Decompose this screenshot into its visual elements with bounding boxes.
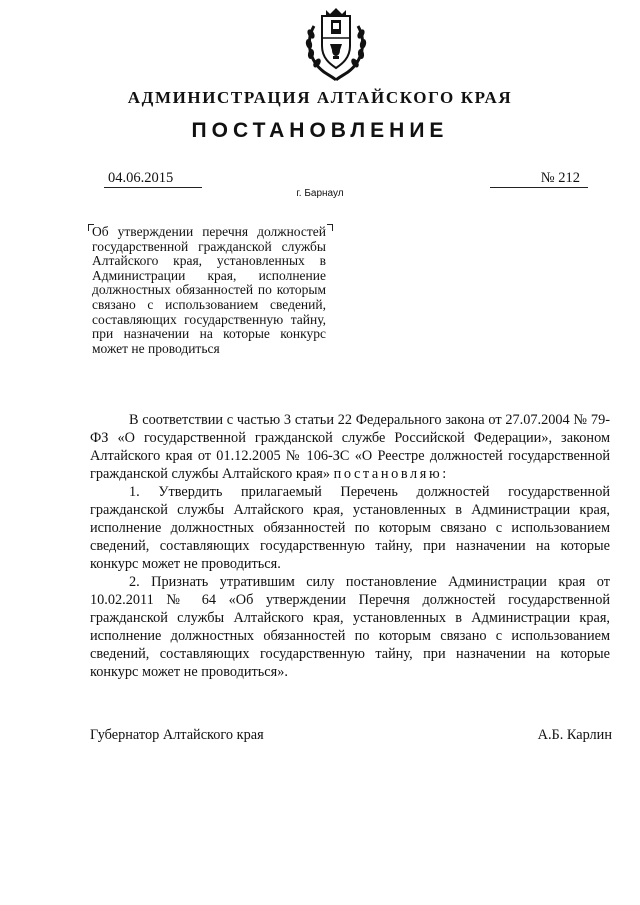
subject-text: Об утверждении перечня должностей государственной гражданской службы Алтайского края, установленных в Администрации края, исполнение должностных обязанностей по которым связано с использованием сведений, составляющих государственную тайну, при назначении на которые конкурс может не проводиться [92, 224, 326, 356]
document-subject [92, 225, 326, 356]
document-number: № 212 [490, 170, 588, 188]
subject-bracket-right [327, 224, 333, 231]
resolve-word: постановляю: [333, 466, 449, 482]
document-date: 04.06.2015 [104, 170, 202, 188]
signer-name: А.Б. Карлин [537, 727, 612, 743]
document-body [90, 411, 610, 681]
preamble-text: В соответствии с частью 3 статьи 22 Федерального закона от 27.07.2004 № 79-ФЗ «О государственной гражданской службе Российской Федерации», законом Алтайского края от 01.12.2005 № 106-ЗС «О Реестре должностей государственной гражданской службы Алтайского края» [90, 412, 610, 482]
preamble-paragraph [90, 411, 610, 483]
coat-of-arms-emblem [300, 6, 372, 82]
signer-position: Губернатор Алтайского края [90, 727, 264, 743]
city-label: г. Барнаул [296, 188, 344, 199]
item-1-paragraph: 1. Утвердить прилагаемый Перечень должностей государственной гражданской службы Алтайского края, установленных в Администрации края, исполнение должностных обязанностей по которым связано с использованием сведений, составляющих государственную тайну, при назначении на которые конкурс может не проводиться. [90, 484, 610, 572]
item-2-paragraph: 2. Признать утратившим силу постановление Администрации края от 10.02.2011 № 64 «Об утверждении Перечня должностей государственной гражданской службы Алтайского края, установленных в Администрации края, исполнение должностных обязанностей по которым связано с использованием сведений, составляющих государственную тайну, при назначении на которые конкурс может не проводиться». [90, 574, 610, 680]
organization-name: АДМИНИСТРАЦИЯ АЛТАЙСКОГО КРАЯ [127, 88, 513, 107]
document-type-title: ПОСТАНОВЛЕНИЕ [191, 119, 449, 142]
